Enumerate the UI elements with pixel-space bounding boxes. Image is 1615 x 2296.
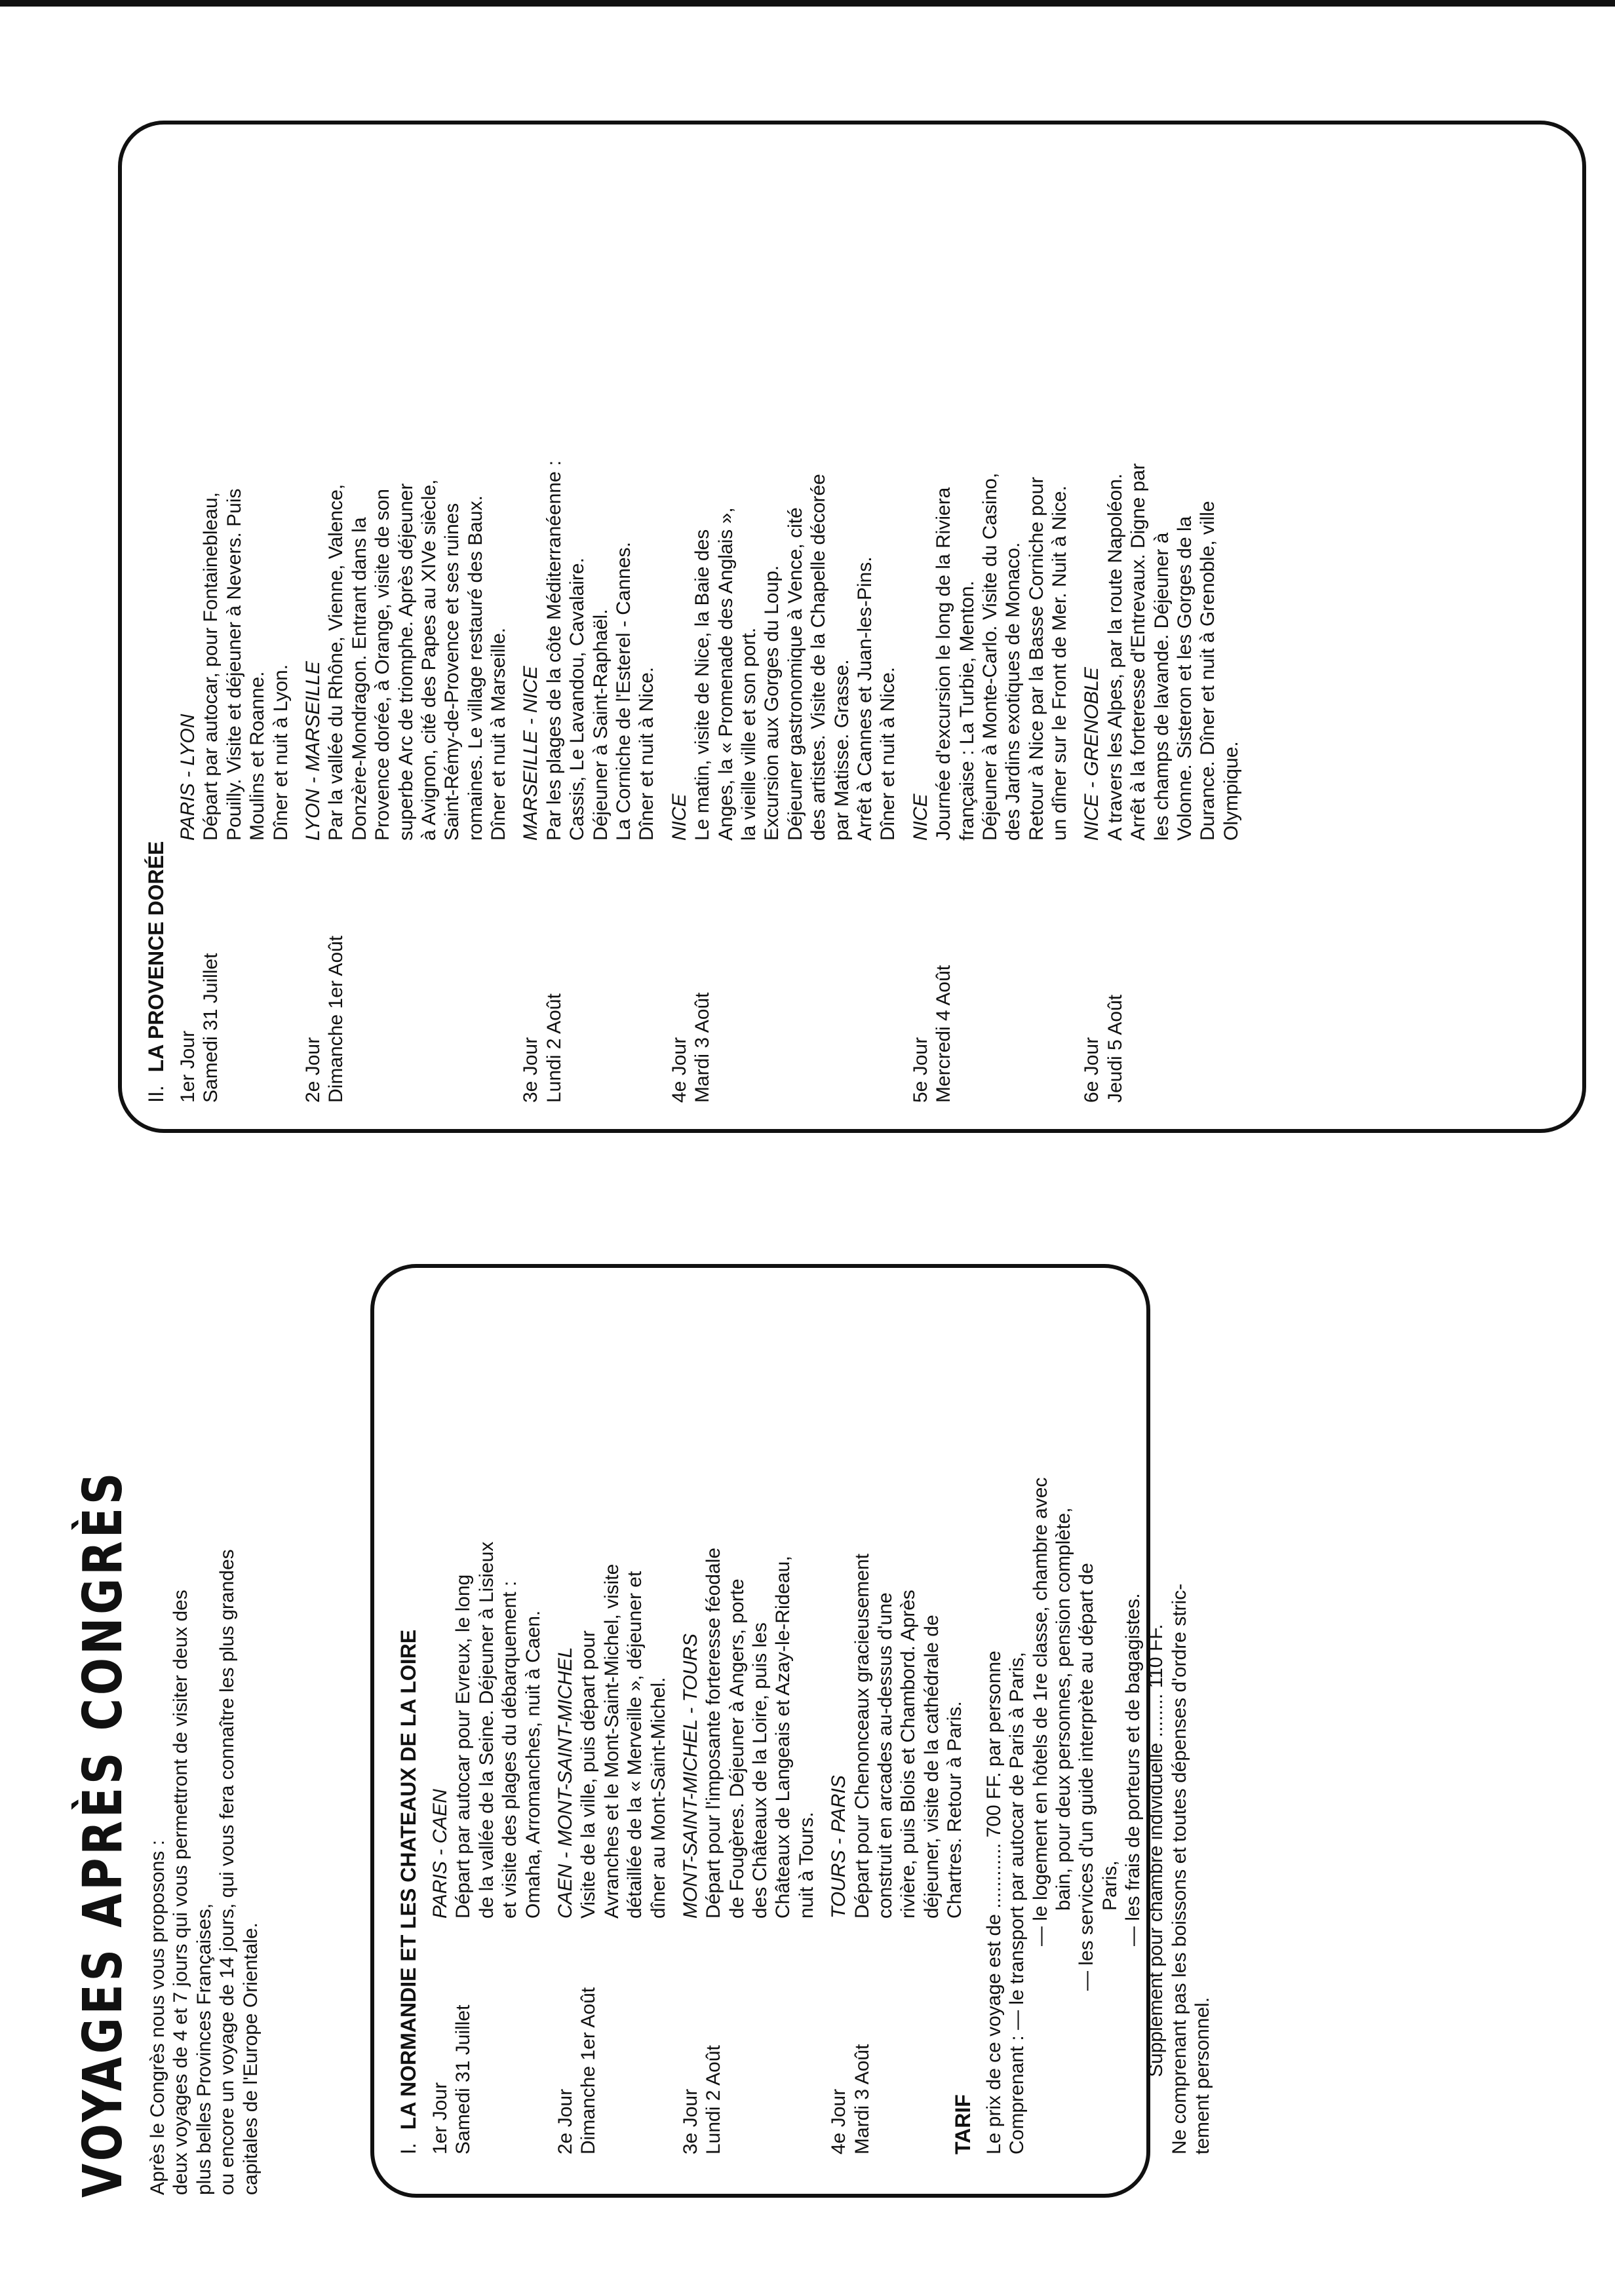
description-line: Départ par autocar pour Evreux, le long — [452, 1574, 475, 1919]
tarif-line: Paris, — [1099, 1860, 1121, 1911]
description-line: superbe Arc de triomphe. Après déjeuner — [395, 483, 417, 841]
day-details — [679, 1288, 818, 1919]
day-label-column — [176, 841, 292, 1103]
description-line: nuit à Tours. — [795, 1812, 817, 1919]
day-description — [691, 144, 900, 841]
description-line: construit en arcades au-dessus d'une — [874, 1592, 897, 1919]
day-details — [429, 1288, 545, 1919]
intro-line: plus belles Provinces Françaises, — [193, 1903, 215, 2195]
description-line: Déjeuner à Monte-Carlo. Visite du Casino, — [979, 472, 1001, 841]
day-date: Jeudi 5 Août — [1104, 994, 1126, 1103]
itinerary-day — [519, 144, 658, 1103]
day-description — [577, 1288, 670, 1919]
description-line: des Châteaux de la Loire, puis les — [749, 1622, 771, 1919]
description-line: la vieille ville et son port. — [737, 627, 760, 841]
description-line: Provence dorée, à Orange, visite de son — [372, 489, 394, 841]
page-title: VOYAGES APRÈS CONGRÈS — [72, 1469, 134, 2198]
tarif-line: — les services d'un guide interprète au départ de — [1076, 1563, 1098, 1991]
day-date: Samedi 31 Juillet — [452, 2004, 475, 2154]
day-date: Samedi 31 Juillet — [200, 953, 222, 1103]
day-details — [302, 144, 511, 841]
description-line: Moulins et Roanne. — [246, 671, 269, 841]
day-number: 4e Jour — [668, 1037, 690, 1103]
description-line: Anges, la « Promenade des Anglais », — [714, 507, 737, 841]
day-date: Mardi 3 Août — [691, 992, 714, 1103]
tarif-line: tement personnel. — [1192, 1997, 1214, 2154]
day-date: Lundi 2 Août — [543, 993, 565, 1103]
description-line: française : La Turbie, Menton. — [956, 581, 978, 841]
description-line: Avranches et le Mont-Saint-Michel, visite — [600, 1563, 623, 1919]
day-number: 4e Jour — [828, 2088, 850, 2154]
description-line: Pouilly. Visite et déjeuner à Nevers. Puis — [223, 488, 245, 841]
tarif-price: Le prix de ce voyage est de ............ 700 FF. par personne — [983, 1651, 1005, 2154]
intro-line: deux voyages de 4 et 7 jours qui vous permettront de visiter deux des — [170, 1590, 192, 2195]
description-line: Départ par autocar, pour Fontainebleau, — [200, 491, 222, 841]
itinerary-day — [429, 1288, 545, 2154]
day-details — [827, 1288, 966, 1919]
day-number: 2e Jour — [302, 1037, 324, 1103]
day-description — [199, 144, 292, 841]
normandie-section-title — [397, 1288, 421, 2154]
day-route: TOURS - PARIS — [828, 1775, 850, 1919]
intro-line: capitales de l'Europe Orientale. — [239, 1923, 262, 2195]
description-line: des artistes. Visite de la Chapelle décorée — [808, 474, 830, 841]
day-label-column — [827, 1919, 966, 2154]
intro-line: ou encore un voyage de 14 jours, qui vous fera connaître les plus grandes — [216, 1549, 239, 2195]
day-number: 6e Jour — [1081, 1037, 1103, 1103]
description-line: et visite des plages du débarquement : — [499, 1580, 521, 1919]
description-line: rivière, puis Blois et Chambord. Après — [897, 1590, 920, 1919]
day-number: 2e Jour — [554, 2088, 576, 2154]
day-date: Mercredi 4 Août — [933, 965, 955, 1103]
description-line: Donzère-Mondragon. Entrant dans la — [348, 517, 370, 841]
tarif-section — [951, 1283, 1215, 2154]
day-description — [702, 1288, 818, 1919]
normandie-box — [370, 1264, 1214, 2198]
day-number: 5e Jour — [909, 1037, 931, 1103]
day-description — [932, 144, 1071, 841]
day-route: NICE — [668, 794, 690, 841]
description-line: La Corniche de l'Esterel - Cannes. — [613, 542, 635, 841]
day-description — [543, 144, 659, 841]
tarif-line: — le logement en hôtels de 1re classe, chambre avec — [1029, 1477, 1051, 1946]
provence-box — [118, 121, 1586, 1133]
description-line: Chartres. Retour à Paris. — [944, 1701, 966, 1919]
section-title-text: LA NORMANDIE ET LES CHATEAUX DE LA LOIRE — [397, 1629, 420, 2130]
day-details — [668, 144, 900, 841]
description-line: Par les plages de la côte Méditerranéenne : — [543, 460, 565, 841]
description-line: des Jardins exotiques de Monaco. — [1002, 542, 1024, 841]
day-details — [909, 144, 1072, 841]
day-date: Lundi 2 Août — [703, 2045, 725, 2154]
day-route: PARIS - CAEN — [429, 1789, 451, 1919]
day-date: Mardi 3 Août — [851, 2044, 873, 2154]
section-title-text: LA PROVENCE DORÉE — [144, 841, 168, 1073]
description-line: Omaha, Arromanches, nuit à Caen. — [522, 1610, 544, 1919]
description-line: détaillée de la « Merveille », déjeuner et — [624, 1571, 646, 1919]
description-line: Cassis, Le Lavandou, Cavalaire. — [566, 558, 589, 841]
day-number: 1er Jour — [177, 1030, 199, 1103]
description-line: Par la vallée du Rhône, Vienne, Valence, — [325, 484, 347, 841]
day-label-column — [302, 841, 511, 1103]
day-label-column — [554, 1919, 670, 2154]
description-line: Châteaux de Langeais et Azay-le-Rideau, — [772, 1556, 794, 1919]
intro-paragraph — [146, 1267, 262, 2195]
itinerary-day — [909, 144, 1072, 1103]
description-line: Le matin, visite de Nice, la Baie des — [691, 529, 714, 841]
description-line: les champs de lavande. Déjeuner à — [1150, 532, 1173, 841]
tarif-line: bain, pour deux personnes, pension complète, — [1052, 1507, 1074, 1911]
left-page — [72, 1267, 262, 2198]
day-number: 3e Jour — [520, 1037, 542, 1103]
day-label-column — [909, 841, 1072, 1103]
description-line: Excursion aux Gorges du Loup. — [761, 565, 783, 841]
description-line: de la vallée de la Seine. Déjeuner à Lisieux — [475, 1541, 497, 1919]
description-line: Dîner et nuit à Nice. — [636, 666, 658, 841]
day-description — [452, 1288, 545, 1919]
description-line: Arrêt à la forteresse d'Entrevaux. Digne par — [1127, 463, 1150, 841]
description-line: Durance. Dîner et nuit à Grenoble, ville — [1197, 501, 1219, 841]
description-line: un dîner sur le Front de Mer. Nuit à Nice. — [1049, 486, 1071, 841]
day-details — [554, 1288, 670, 1919]
tarif-supplement: Supplément pour chambre individuelle ........ 110 FF. — [1145, 1624, 1167, 2077]
tarif-line: Comprenant : — le transport par autocar de Paris à Paris, — [1006, 1651, 1028, 2154]
description-line: Journée d'excursion le long de la Riviera — [933, 487, 955, 841]
itinerary-day — [679, 1288, 818, 2154]
day-details — [176, 144, 292, 841]
itinerary-day — [1080, 144, 1243, 1103]
description-line: romaines. Le village restauré des Baux. — [464, 495, 486, 841]
tarif-line: Ne comprenant pas les boissons et toutes dépenses d'ordre stric- — [1168, 1583, 1190, 2154]
description-line: à Avignon, cité des Papes au XIVe siècle, — [418, 479, 440, 841]
description-line: déjeuner, visite de la cathédrale de — [920, 1615, 943, 1919]
description-line: Olympique. — [1220, 741, 1242, 841]
day-date: Dimanche 1er Août — [577, 1987, 600, 2154]
day-label-column — [429, 1919, 545, 2154]
day-label-column — [519, 841, 658, 1103]
description-line: Dîner et nuit à Lyon. — [269, 664, 292, 841]
day-description — [324, 144, 510, 841]
description-line: Dîner et nuit à Nice. — [877, 666, 899, 841]
day-number: 1er Jour — [429, 2082, 451, 2154]
day-number: 3e Jour — [679, 2088, 701, 2154]
tarif-line: — les frais de porteurs et de bagagistes. — [1122, 1593, 1144, 1946]
intro-line: Après le Congrès nous vous proposons : — [147, 1840, 169, 2195]
description-line: Dîner et nuit à Marseille. — [488, 627, 510, 841]
day-route: CAEN - MONT-SAINT-MICHEL — [554, 1647, 576, 1919]
itinerary-day — [827, 1288, 966, 2154]
itinerary-day — [668, 144, 900, 1103]
description-line: Déjeuner gastronomique à Vence, cité — [784, 507, 806, 841]
itinerary-day — [554, 1288, 670, 2154]
itinerary-day — [176, 144, 292, 1103]
day-date: Dimanche 1er Août — [325, 935, 347, 1103]
description-line: de Fougères. Déjeuner à Angers, porte — [726, 1578, 748, 1919]
description-line: Déjeuner à Saint-Raphaël. — [589, 609, 612, 841]
itinerary-day — [302, 144, 511, 1103]
day-details — [1080, 144, 1243, 841]
day-route: PARIS - LYON — [177, 714, 199, 841]
day-route: MONT-SAINT-MICHEL - TOURS — [679, 1633, 701, 1919]
day-route: LYON - MARSEILLE — [302, 661, 324, 841]
description-line: Visite de la ville, puis départ pour — [577, 1630, 600, 1919]
day-description — [851, 1288, 967, 1919]
day-route: NICE - GRENOBLE — [1081, 666, 1103, 841]
description-line: par Matisse. Grasse. — [830, 659, 853, 841]
description-line: Volonne. Sisteron et les Gorges de la — [1174, 516, 1196, 841]
day-route: MARSEILLE - NICE — [520, 666, 542, 841]
tarif-heading: TARIF — [951, 2094, 975, 2154]
description-line: Retour à Nice par la Basse Corniche pour — [1025, 476, 1047, 841]
description-line: Arrêt à Cannes et Juan-les-Pins. — [853, 556, 876, 841]
description-line: Départ pour l'imposante forteresse féodale — [703, 1547, 725, 1919]
section-number: II. — [144, 1085, 168, 1103]
day-details — [519, 144, 658, 841]
description-line: A travers les Alpes, par la route Napoléon. — [1104, 473, 1126, 841]
provence-section-title — [144, 144, 168, 1103]
day-route: NICE — [909, 794, 931, 841]
description-line: Saint-Rémy-de-Provence et ses ruines — [441, 503, 463, 841]
day-description — [1104, 144, 1243, 841]
day-label-column — [679, 1919, 818, 2154]
description-line: dîner au Mont-Saint-Michel. — [647, 1677, 669, 1919]
day-label-column — [1080, 841, 1243, 1103]
day-label-column — [668, 841, 900, 1103]
description-line: Départ pour Chenonceaux gracieusement — [851, 1553, 873, 1919]
section-number: I. — [397, 2143, 420, 2154]
